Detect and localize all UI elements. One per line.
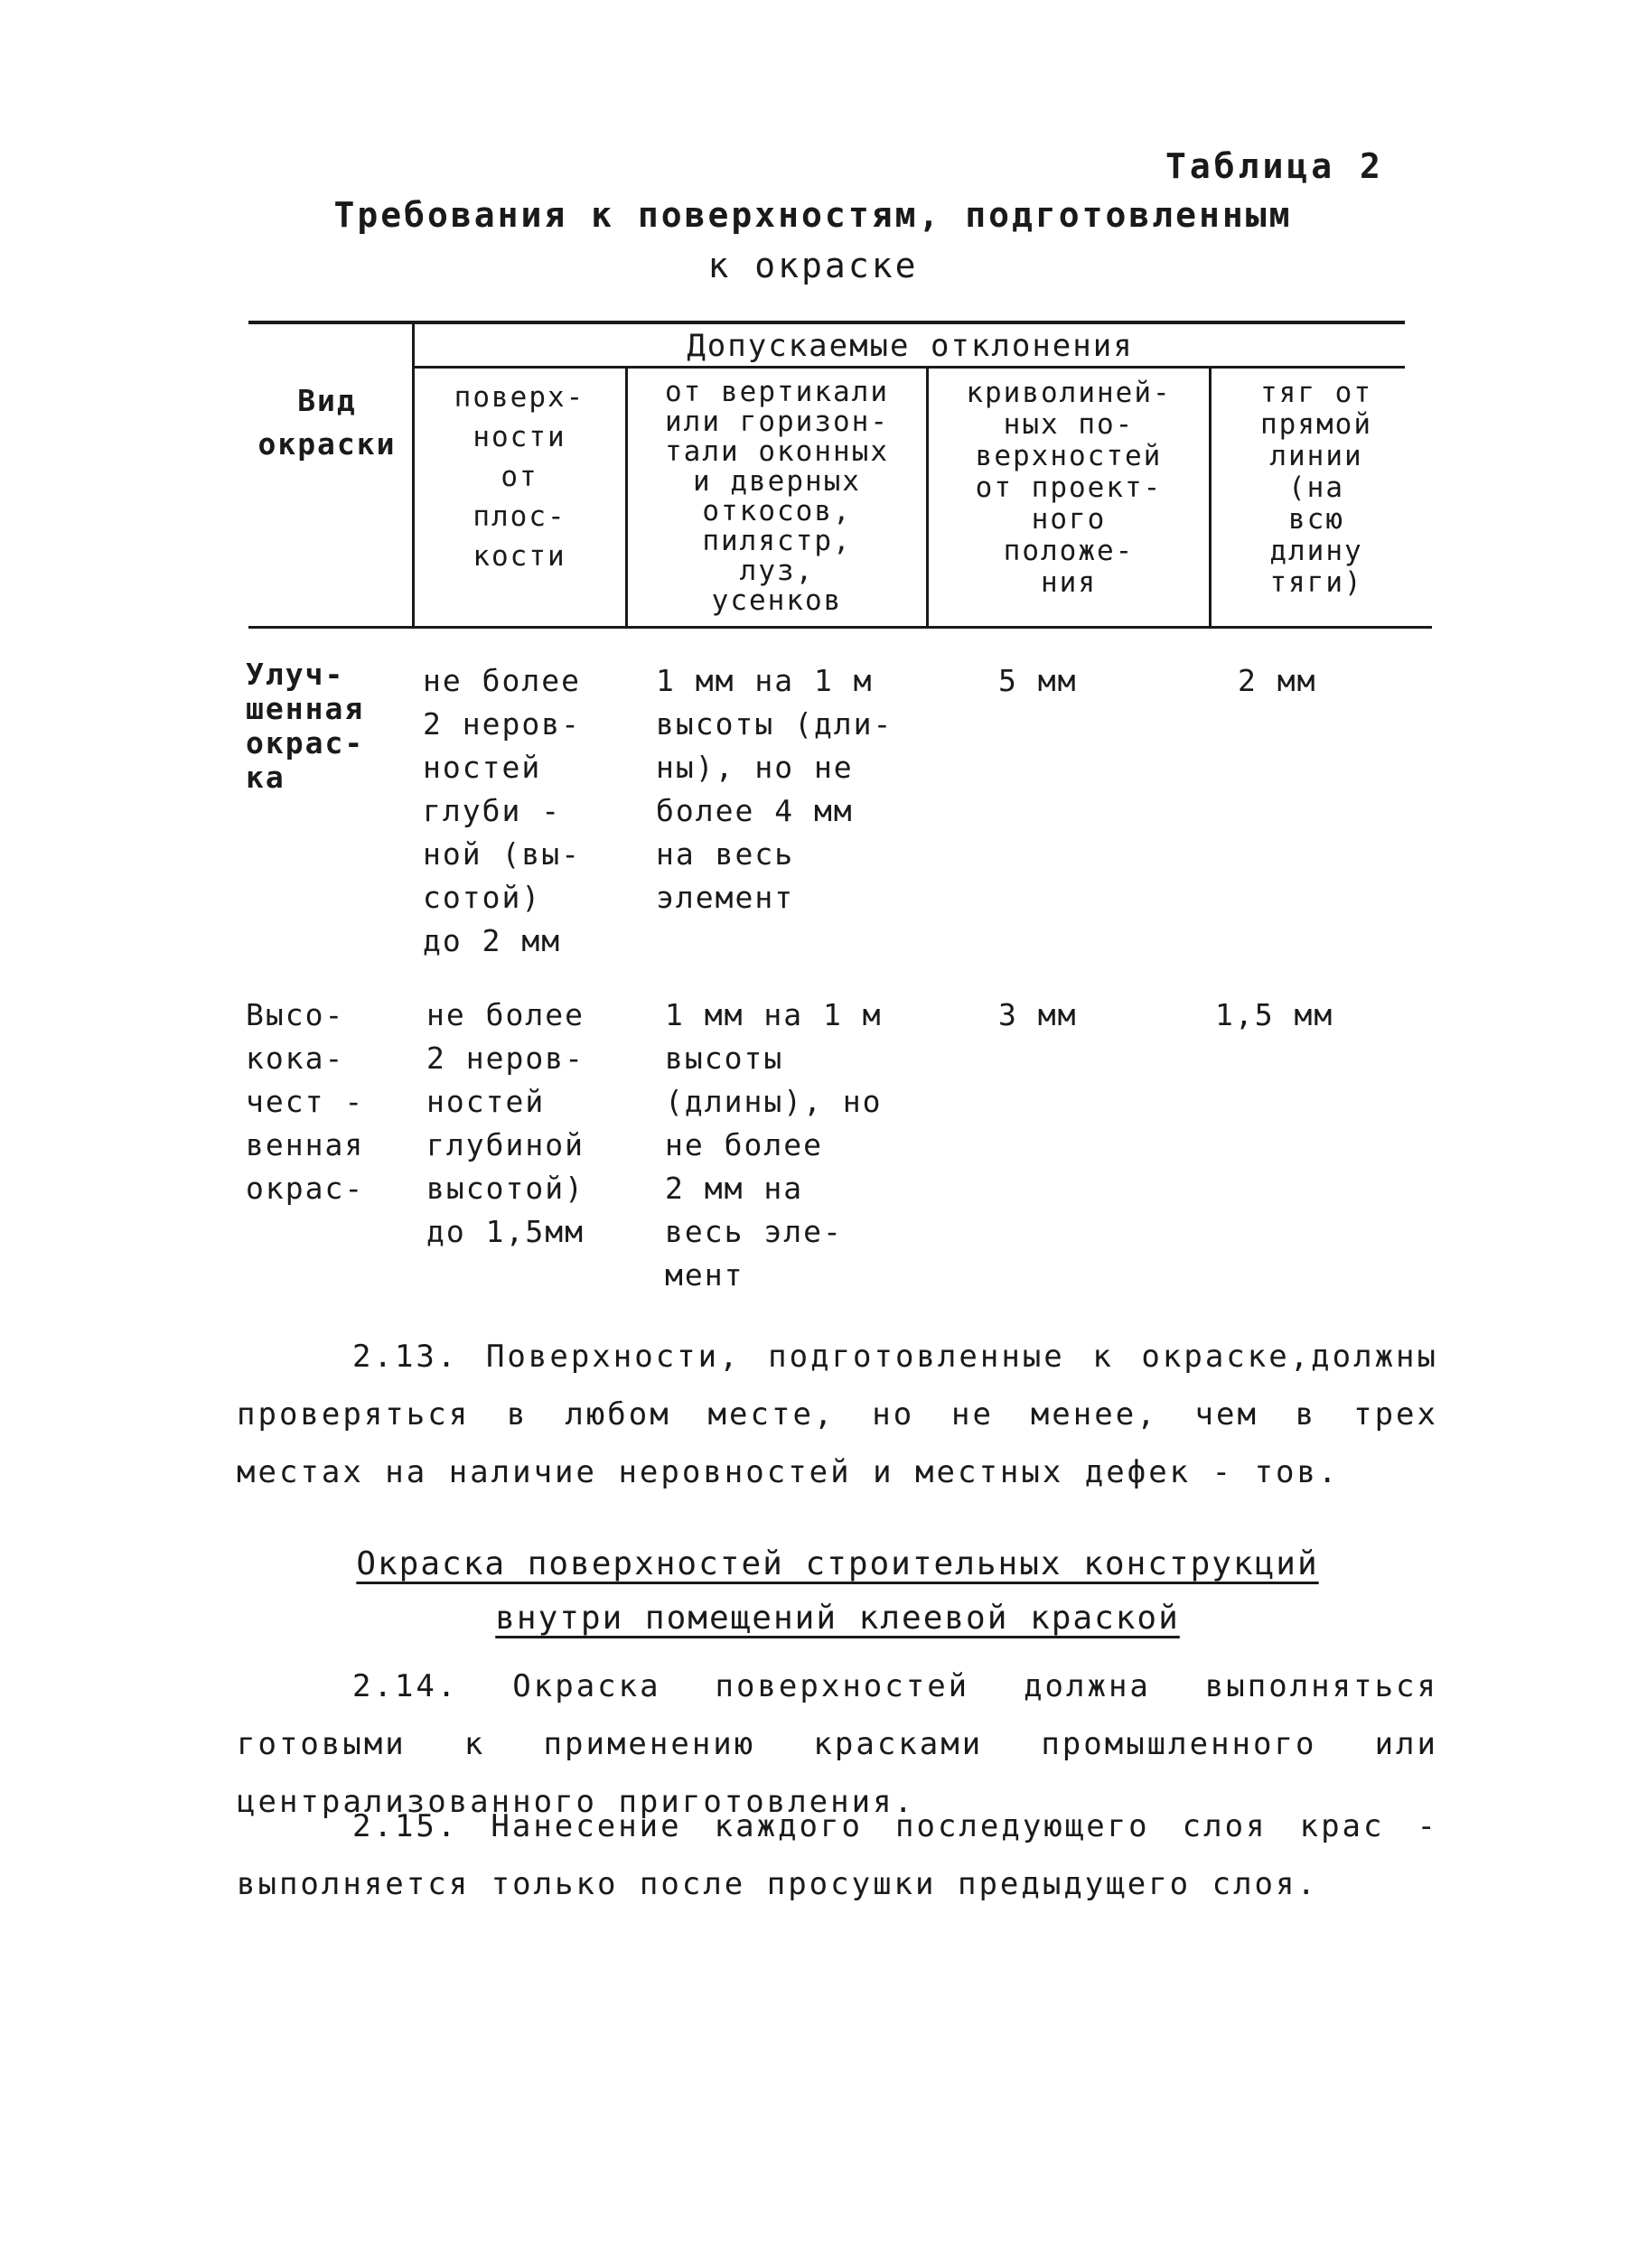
row2-type: Высо- кока- чест - венная окрас- — [246, 997, 365, 1206]
header-bottom-rule — [248, 626, 1432, 629]
paragraph-2-14: 2.14. Окраска поверхностей должна выполняться готовыми к применению красками промышленного или централизованного приготовления. — [237, 1668, 1438, 1820]
header-curved: криволиней- ных по- верхностей от проект- ного положе- ния — [966, 377, 1172, 599]
paragraph-2-15: 2.15. Нанесение каждого последующего слоя крас - выполняется только после просушки предыдущего слоя. — [237, 1808, 1438, 1902]
row1-vertical: 1 мм на 1 м высоты (дли- ны), но не более 4 мм на весь элемент — [656, 663, 894, 915]
row2-vertical: 1 мм на 1 м высоты (длины), но не более 2 мм на весь эле- мент — [665, 997, 883, 1293]
row2-rods: 1,5 мм — [1215, 997, 1334, 1032]
row1-surface: не более 2 неров- ностей глуби - ной (вы- сотой) до 2 мм — [423, 663, 581, 958]
table-number: Таблица 2 — [1165, 146, 1384, 186]
table-top-rule — [248, 321, 1405, 324]
row1-rods: 2 мм — [1238, 663, 1317, 698]
row2-curved: 3 мм — [998, 997, 1078, 1032]
row2-surface: не более 2 неров- ностей глубиной высотой) до 1,5мм — [426, 997, 585, 1249]
table-divider-2 — [625, 368, 628, 628]
table-title — [271, 190, 1355, 291]
paragraph-2-13: 2.13. Поверхности, подготовленные к окраске,должны проверяться в любом месте, но не менее, чем в трех местах на наличие неровностей и местных дефек - тов. — [237, 1339, 1438, 1490]
section-heading-line1: Окраска поверхностей строительных конструкций — [356, 1545, 1319, 1582]
group-header-rule — [412, 366, 1405, 369]
row1-curved: 5 мм — [998, 663, 1078, 698]
header-vertical: от вертикали или горизон- тали оконных и дверных откосов, пилястр, луз, усенков — [665, 376, 889, 617]
table-divider-4 — [1209, 368, 1212, 628]
table-divider-3 — [926, 368, 929, 628]
header-rods: тяг от прямой линии (на всю длину тяги) — [1260, 377, 1372, 599]
table-divider-1 — [412, 322, 415, 628]
header-surface: поверх- ности от плос- кости — [454, 381, 585, 573]
table-title-line2: к окраске — [707, 246, 919, 285]
header-type: Вид окраски — [257, 383, 397, 462]
table-title-line1: Требования к поверхностям, подготовленным — [333, 195, 1293, 235]
row1-type: Улуч- шенная окрас- ка — [246, 657, 365, 795]
header-group: Допускаемые отклонения — [687, 328, 1134, 364]
section-heading-line2: внутри помещений клеевой краской — [495, 1600, 1180, 1637]
